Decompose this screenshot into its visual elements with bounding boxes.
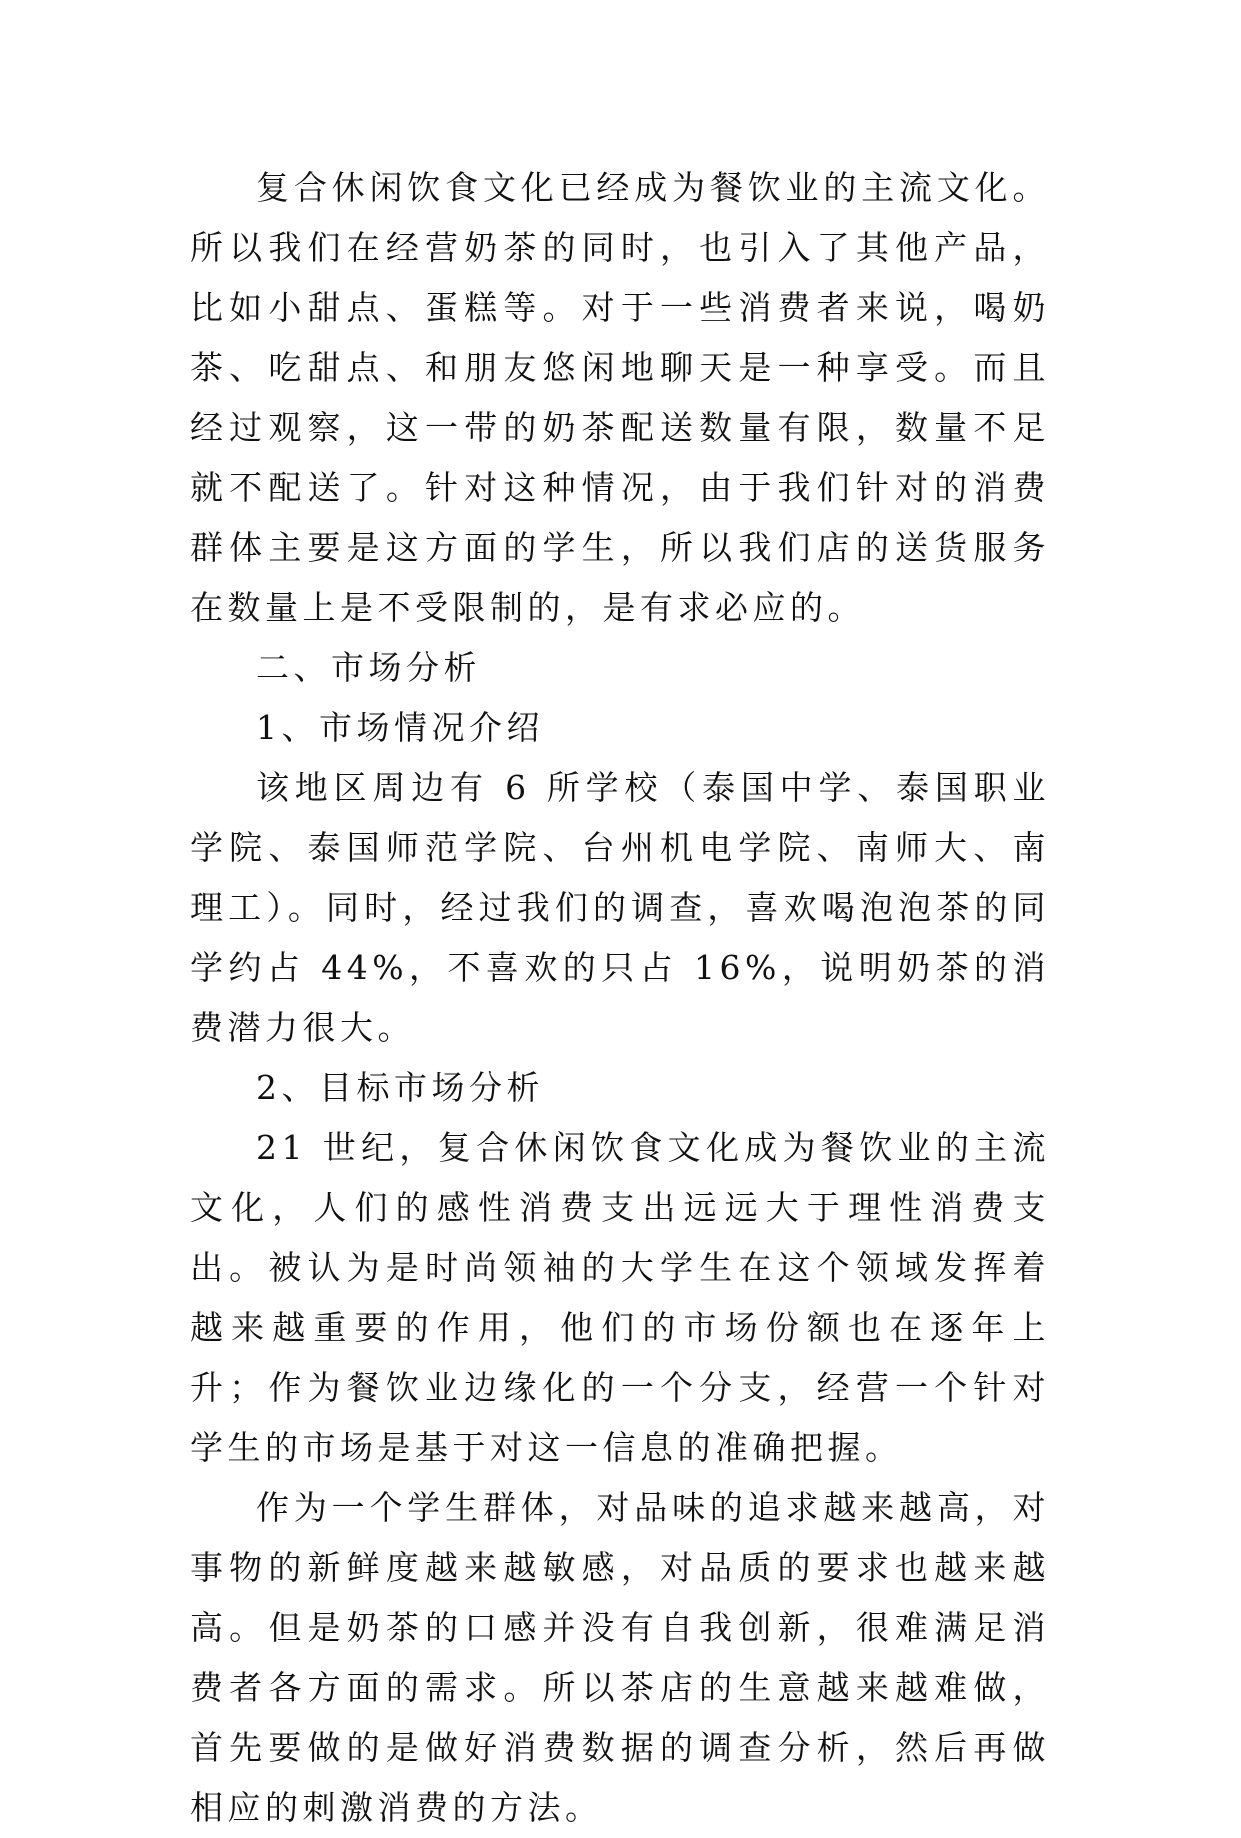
paragraph-target-market: 21 世纪，复合休闲饮食文化成为餐饮业的主流文化，人们的感性消费支出远远大于理性消费支出。被认为是时尚领袖的大学生在这个领域发挥着越来越重要的作用，他们的市场份额也在逐年上升；作为餐饮业边缘化的一个分支，经营一个针对学生的市场是基于对这一信息的准确把握。 xyxy=(190,1128,1050,1467)
paragraph-market-overview: 该地区周边有 6 所学校（泰国中学、泰国职业学院、泰国师范学院、台州机电学院、南师大、南理工）。同时，经过我们的调查，喜欢喝泡泡茶的同学约占 44%，不喜欢的只占 16%，说明奶茶的消费潜力很大。 xyxy=(190,768,1050,1047)
subsection-heading-market-overview: 1、市场情况介绍 xyxy=(256,708,544,747)
paragraph-student-demand: 作为一个学生群体，对品味的追求越来越高，对事物的新鲜度越来越敏感，对品质的要求也越来越高。但是奶茶的口感并没有自我创新，很难满足消费者各方面的需求。所以茶店的生意越来越难做，首先要做的是做好消费数据的调查分析，然后再做相应的刺激消费的方法。 xyxy=(190,1488,1050,1827)
subsection-heading-target-market: 2、目标市场分析 xyxy=(256,1068,544,1107)
paragraph-dining-culture: 复合休闲饮食文化已经成为餐饮业的主流文化。所以我们在经营奶茶的同时，也引入了其他产品，比如小甜点、蛋糕等。对于一些消费者来说，喝奶茶、吃甜点、和朋友悠闲地聊天是一种享受。而且经过观察，这一带的奶茶配送数量有限，数量不足就不配送了。针对这种情况，由于我们针对的消费群体主要是这方面的学生，所以我们店的送货服务在数量上是不受限制的，是有求必应的。 xyxy=(190,168,1050,627)
document-body xyxy=(190,158,1050,1838)
section-heading-market-analysis: 二、市场分析 xyxy=(256,648,481,687)
